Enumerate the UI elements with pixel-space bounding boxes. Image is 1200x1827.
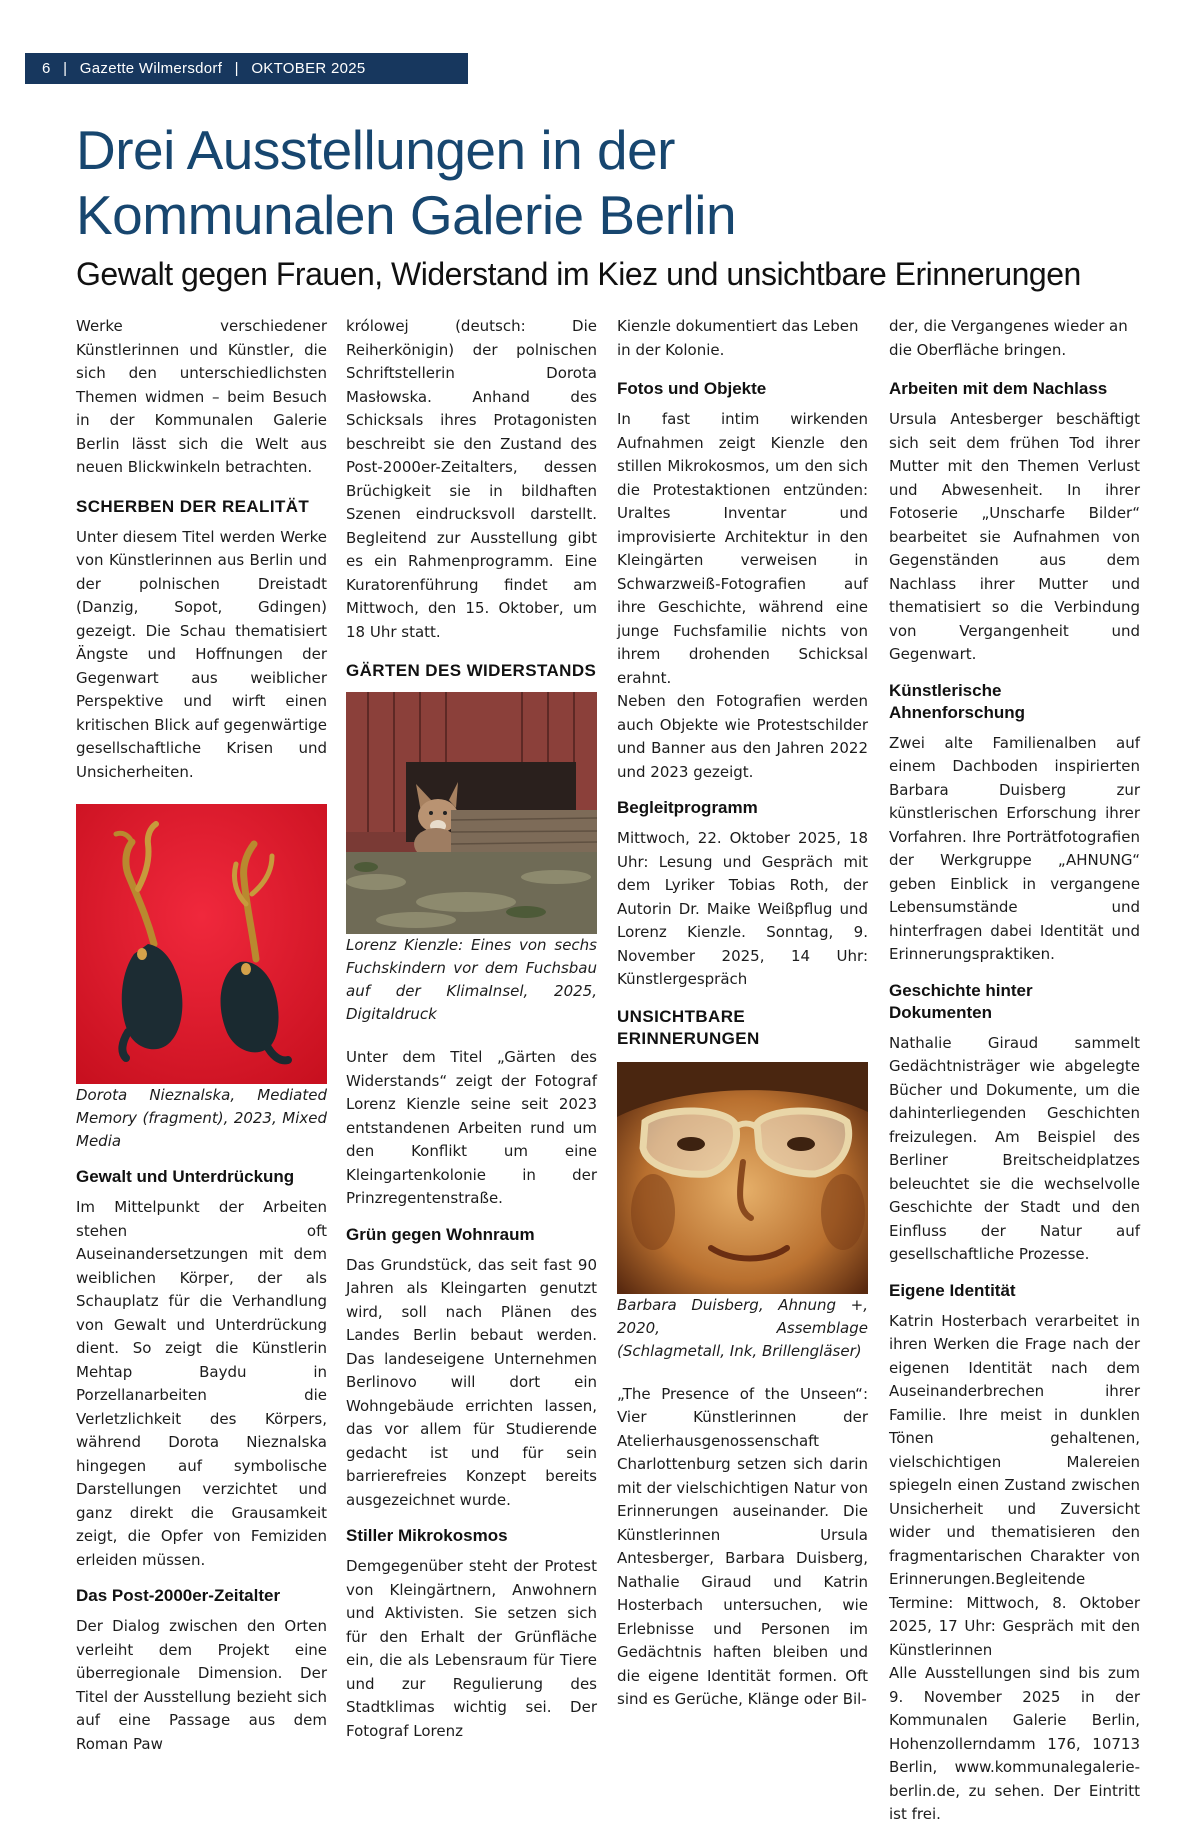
section-heading-unsichtbare: UNSICHTBARE ERINNERUNGEN — [617, 1006, 760, 1048]
caption-ahnung: Barbara Duisberg, Ahnung +, 2020, Assemblage (Schlagmetall, Ink, Brillengläser) — [617, 1295, 868, 1360]
paragraph-fotos-2: Neben den Fotografien werden auch Objekte wie Protestschilder und Banner aus den Jahren 2022 und 2023 gezeigt. — [617, 692, 868, 781]
paragraph-identitaet-1: Katrin Hosterbach verarbeitet in ihren Werken die Frage nach der eigenen Identität nach dem Auseinanderbrechen ihrer Familie. Ihre meist in dunklen Tönen gehaltenen, vielschichtigen Malereien spiegeln einen Zustand zwischen Unsicherheit und Zuversicht wider und thematisieren den fragmentarischen Charakter von Erinnerungen.Begleitende Termine: Mittwoch, 8. Oktober 2025, 17 Uhr: Gespräch mit den Künstlerinnen — [889, 1311, 1140, 1659]
headline-line-1: Drei Ausstellungen in der — [76, 119, 675, 181]
paragraph-stiller-cont: Kienzle dokumentiert das Leben in der Kolonie. — [617, 317, 859, 359]
section-heading-ahnenforschung: Künstlerische Ahnenforschung — [889, 680, 1025, 722]
photo-fox-cub — [346, 692, 597, 934]
paragraph-post-2000-cont: królowej (deutsch: Die Reiherkönigin) der polnischen Schriftstellerin Dorota Masłowska. Anhand des Schicksals ihres Protagonisten beschreibt sie den Zustand des Post-2000er-Zeitalters, dessen Brüchigkeit sie in bildhaften Szenen eindrucksvoll darstellt. Begleitend zur Ausstellung gibt es ein Rahmenprogramm. Eine Kuratorenführung findet am Mittwoch, den 15. Oktober, um 18 Uhr statt. — [346, 317, 597, 641]
photo-ahnung — [617, 1062, 868, 1294]
paragraph-gewalt: Im Mittelpunkt der Arbeiten stehen oft Auseinandersetzungen mit dem weiblichen Körper, der als Schauplatz für die Verhandlung von Gewalt und Unterdrückung dient. So zeigt die Künstlerin Mehtap Baydu in Porzellanarbeiten die Verletzlichkeit des Körpers, während Dorota Nieznalska hingegen auf symbolische Darstellungen verzichtet und ganz direkt die Grausamkeit zeigt, die Opfer von Femiziden erleiden müssen. — [76, 1198, 327, 1569]
column-4 — [889, 315, 1140, 1827]
paragraph-post-2000: Der Dialog zwischen den Orten verleiht dem Projekt eine überregionale Dimension. Der Titel der Ausstellung bezieht sich auf eine Passage aus dem Roman Paw — [76, 1617, 327, 1753]
article-headline — [76, 118, 1136, 248]
section-heading-gruen: Grün gegen Wohnraum — [346, 1224, 535, 1244]
article-subheadline: Gewalt gegen Frauen, Widerstand im Kiez und unsichtbare Erinnerungen — [76, 256, 1081, 292]
section-heading-scherben: SCHERBEN DER REALITÄT — [76, 496, 310, 516]
page-header-bar — [25, 53, 468, 84]
photo-mediated-memory — [76, 804, 327, 1084]
mediated-memory-artwork — [76, 804, 327, 1084]
section-heading-post-2000: Das Post-2000er-Zeitalter — [76, 1586, 281, 1605]
column-1 — [76, 315, 327, 1756]
paragraph-nachlass: Ursula Antesberger beschäftigt sich seit dem frühen Tod ihrer Mutter mit den Themen Verlust und Abwesenheit. In ihrer Fotoserie „Unscharfe Bilder“ bearbeitet sie Aufnahmen von Gegenständen aus dem Nachlass ihrer Mutter und thematisiert so die Verbindung von Vergangenheit und Gegenwart. — [889, 410, 1140, 663]
intro-paragraph: Werke verschiedener Künstlerinnen und Künstler, die sich den unterschiedlichsten Themen widmen – beim Besuch in der Kommunalen Galerie Berlin lässt sich die Welt aus neuen Blickwinkeln betrachten. — [76, 317, 327, 476]
paragraph-dokumente: Nathalie Giraud sammelt Gedächtnisträger wie abgelegte Bücher und Dokumente, um die dahinterliegenden Geschichten freizulegen. Am Beispiel des Berliner Breitscheidplatzes beleuchtet sie die wechselvolle Geschichte der Stadt und den Einfluss der Natur auf gesellschaftliche Prozesse. — [889, 1033, 1140, 1263]
issue-date: OKTOBER 2025 — [251, 60, 366, 77]
paragraph-begleitprogramm: Mittwoch, 22. Oktober 2025, 18 Uhr: Lesung und Gespräch mit dem Lyriker Tobias Roth, der Autorin Dr. Maike Weißpflug und Lorenz Kienzle. Sonntag, 9. November 2025, 14 Uhr: Künstlergespräch — [617, 829, 868, 988]
paragraph-fotos-1: In fast intim wirkenden Aufnahmen zeigt Kienzle den stillen Mikrokosmos, um den sich die Protestaktionen entzünden: Uraltes Inventar und improvisierte Architektur in den Kleingärten verweisen in Schwarzweiß-Fotografien auf ihre Geschichte, während eine junge Fuchsfamilie nichts von ihrem drohenden Schicksal erahnt. — [617, 410, 868, 687]
header-separator-2: | — [234, 60, 239, 77]
column-3 — [617, 315, 868, 1712]
caption-fox-cub: Lorenz Kienzle: Eines von sechs Fuchskindern vor dem Fuchsbau auf der KlimaInsel, 2025, Digitaldruck — [346, 936, 597, 1023]
page-number: 6 — [42, 60, 51, 77]
section-heading-identitaet: Eigene Identität — [889, 1280, 1016, 1300]
header-separator-1: | — [63, 60, 68, 77]
section-heading-gaerten: GÄRTEN DES WIDERSTANDS — [346, 661, 597, 680]
paragraph-identitaet-2: Alle Ausstellungen sind bis zum 9. November 2025 in der Kommunalen Galerie Berlin, Hohenzollerndamm 176, 10713 Berlin, www.kommunalegalerie-berlin.de, zu sehen. Der Eintritt ist frei. — [889, 1664, 1140, 1823]
headline-line-2: Kommunalen Galerie Berlin — [76, 184, 737, 246]
paragraph-scherben: Unter diesem Titel werden Werke von Künstlerinnen aus Berlin und der polnischen Dreistadt (Danzig, Sopot, Gdingen) gezeigt. Die Schau thematisiert Ängste und Hoffnungen der Gegenwart aus weiblicher Perspektive und wirft einen kritischen Blick auf gegenwärtige gesellschaftliche Krisen und Unsicherheiten. — [76, 527, 327, 781]
publication-name: Gazette Wilmersdorf — [79, 60, 223, 77]
paragraph-unsichtbare: „The Presence of the Unseen“: Vier Künstlerinnen der Atelierhausgenossenschaft Charlottenburg setzen sich darin mit der vielschichtigen Natur von Erinnerungen auseinander. Die Künstlerinnen Ursula Antesberger, Barbara Duisberg, Nathalie Giraud und Katrin Hosterbach untersuchen, wie Erlebnisse und Personen im Gedächtnis haften bleiben und die eigene Identität formen. Oft sind es Gerüche, Klänge oder Bil- — [617, 1384, 868, 1708]
paragraph-ahnenforschung: Zwei alte Familienalben auf einem Dachboden inspirierten Barbara Duisberg zur künstlerischen Erforschung ihrer Vorfahren. Ihre Porträtfotografien der Werkgruppe „AHNUNG“ geben Einblick in vergangene Lebensumstände und hinterfragen dabei Identität und Erinnerungspraktiken. — [889, 733, 1140, 963]
paragraph-gaerten: Unter dem Titel „Gärten des Widerstands“ zeigt der Fotograf Lorenz Kienzle seine seit 2023 entstandenen Arbeiten rund um den Konflikt um eine Kleingartenkolonie in der Prinzregentenstraße. — [346, 1048, 597, 1207]
ahnung-portrait — [617, 1062, 868, 1294]
fox-cub-photo — [346, 692, 597, 934]
paragraph-gruen: Das Grundstück, das seit fast 90 Jahren als Kleingarten genutzt wird, soll nach Plänen des Landes Berlin bebaut werden. Das landeseigene Unternehmen Berlinovo will dort ein Wohngebäude errichten lassen, das vor allem für Studierende gedacht ist und für sein barrierefreies Konzept bereits ausgezeichnet wurde. — [346, 1255, 597, 1509]
section-heading-nachlass: Arbeiten mit dem Nachlass — [889, 379, 1108, 398]
column-2 — [346, 315, 597, 1743]
section-heading-begleitprogramm: Begleitprogramm — [617, 798, 758, 817]
section-heading-stiller: Stiller Mikrokosmos — [346, 1526, 508, 1545]
paragraph-unsichtbare-cont: der, die Vergangenes wieder an die Oberfläche bringen. — [889, 317, 1128, 359]
paragraph-stiller: Demgegenüber steht der Protest von Kleingärtnern, Anwohnern und Aktivisten. Sie setzen sich für den Erhalt der Grünfläche ein, die als Lebensraum für Tiere und zur Regulierung des Stadtklimas wichtig sei. Der Fotograf Lorenz — [346, 1557, 597, 1740]
section-heading-gewalt: Gewalt und Unterdrückung — [76, 1167, 295, 1186]
section-heading-dokumente: Geschichte hinter Dokumenten — [889, 980, 1033, 1022]
section-heading-fotos: Fotos und Objekte — [617, 379, 767, 398]
caption-mediated-memory: Dorota Nieznalska, Mediated Memory (fragment), 2023, Mixed Media — [76, 1086, 327, 1150]
